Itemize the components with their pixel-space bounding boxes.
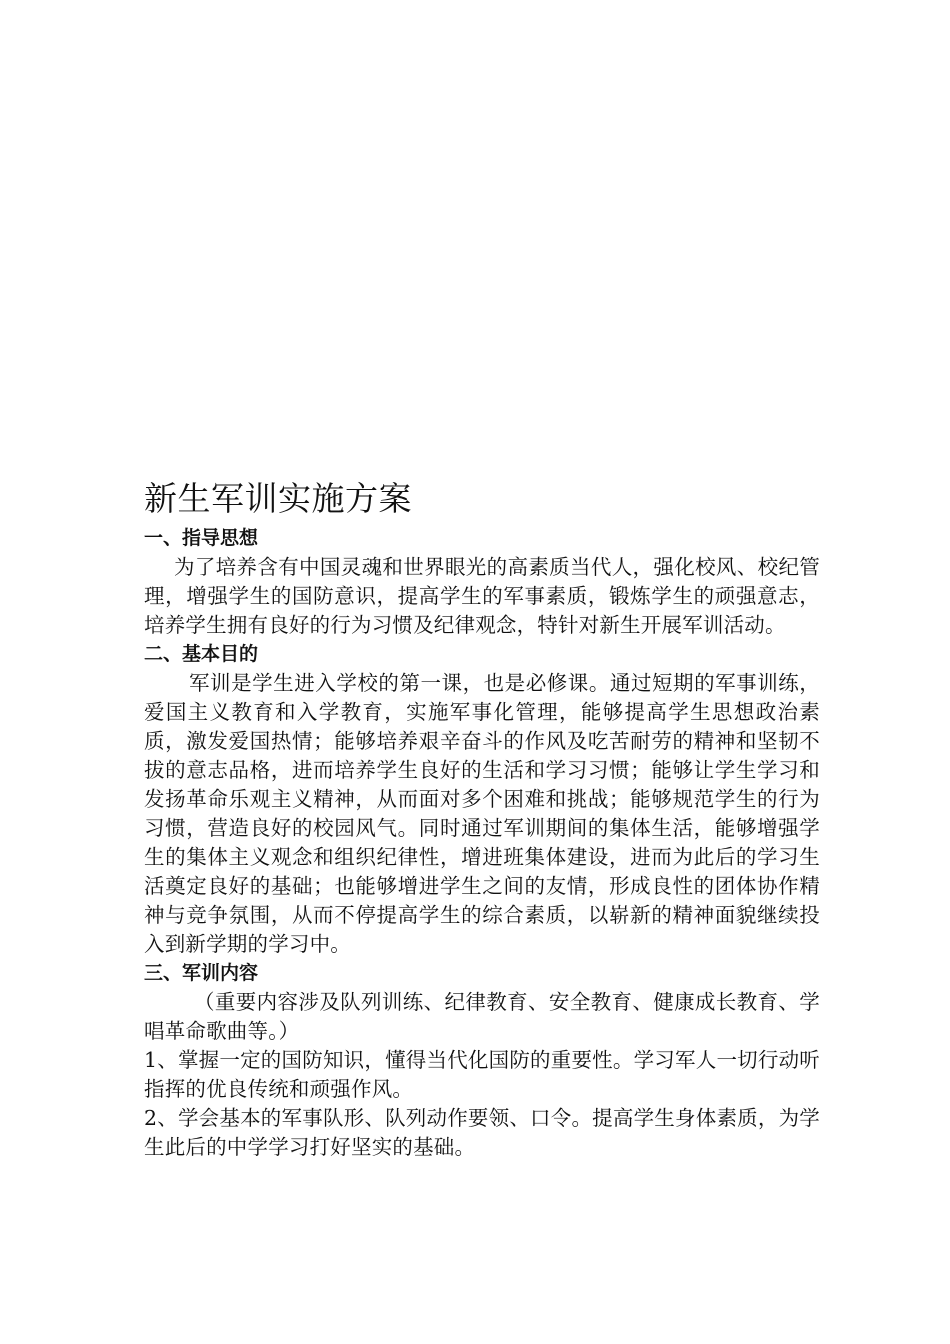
document-page <box>144 474 820 1162</box>
paragraph-guiding-ideology: 为了培养含有中国灵魂和世界眼光的高素质当代人，强化校风、校纪管理，增强学生的国防意识，提高学生的军事素质，锻炼学生的顽强意志，培养学生拥有良好的行为习惯及纪律观念，特针对新生开展军训活动。 <box>144 555 820 637</box>
section-heading-training-content: 三、军训内容 <box>144 962 259 984</box>
list-item-training-content-1: 1、掌握一定的国防知识，懂得当代化国防的重要性。学习军人一切行动听指挥的优良传统和顽强作风。 <box>144 1048 820 1101</box>
paragraph-training-content-summary: （重要内容涉及队列训练、纪律教育、安全教育、健康成长教育、学唱革命歌曲等。） <box>144 990 820 1043</box>
section-heading-guiding-ideology: 一、指导思想 <box>144 527 259 549</box>
paragraph-basic-purpose: 军训是学生进入学校的第一课，也是必修课。通过短期的军事训练，爱国主义教育和入学教育，实施军事化管理，能够提高学生思想政治素质，激发爱国热情；能够培养艰辛奋斗的作风及吃苦耐劳的精神和坚韧不拔的意志品格，进而培养学生良好的生活和学习习惯；能够让学生学习和发扬革命乐观主义精神，从而面对多个困难和挑战；能够规范学生的行为习惯，营造良好的校园风气。同时通过军训期间的集体生活，能够增强学生的集体主义观念和组织纪律性，增进班集体建设，进而为此后的学习生活奠定良好的基础；也能够增进学生之间的友情，形成良性的团体协作精神与竞争氛围，从而不停提高学生的综合素质，以崭新的精神面貌继续投入到新学期的学习中。 <box>144 671 820 956</box>
list-item-training-content-2: 2、学会基本的军事队形、队列动作要领、口令。提高学生身体素质，为学生此后的中学学习打好坚实的基础。 <box>144 1106 820 1159</box>
section-heading-basic-purpose: 二、基本目的 <box>144 643 259 665</box>
document-title: 新生军训实施方案 <box>144 479 412 518</box>
